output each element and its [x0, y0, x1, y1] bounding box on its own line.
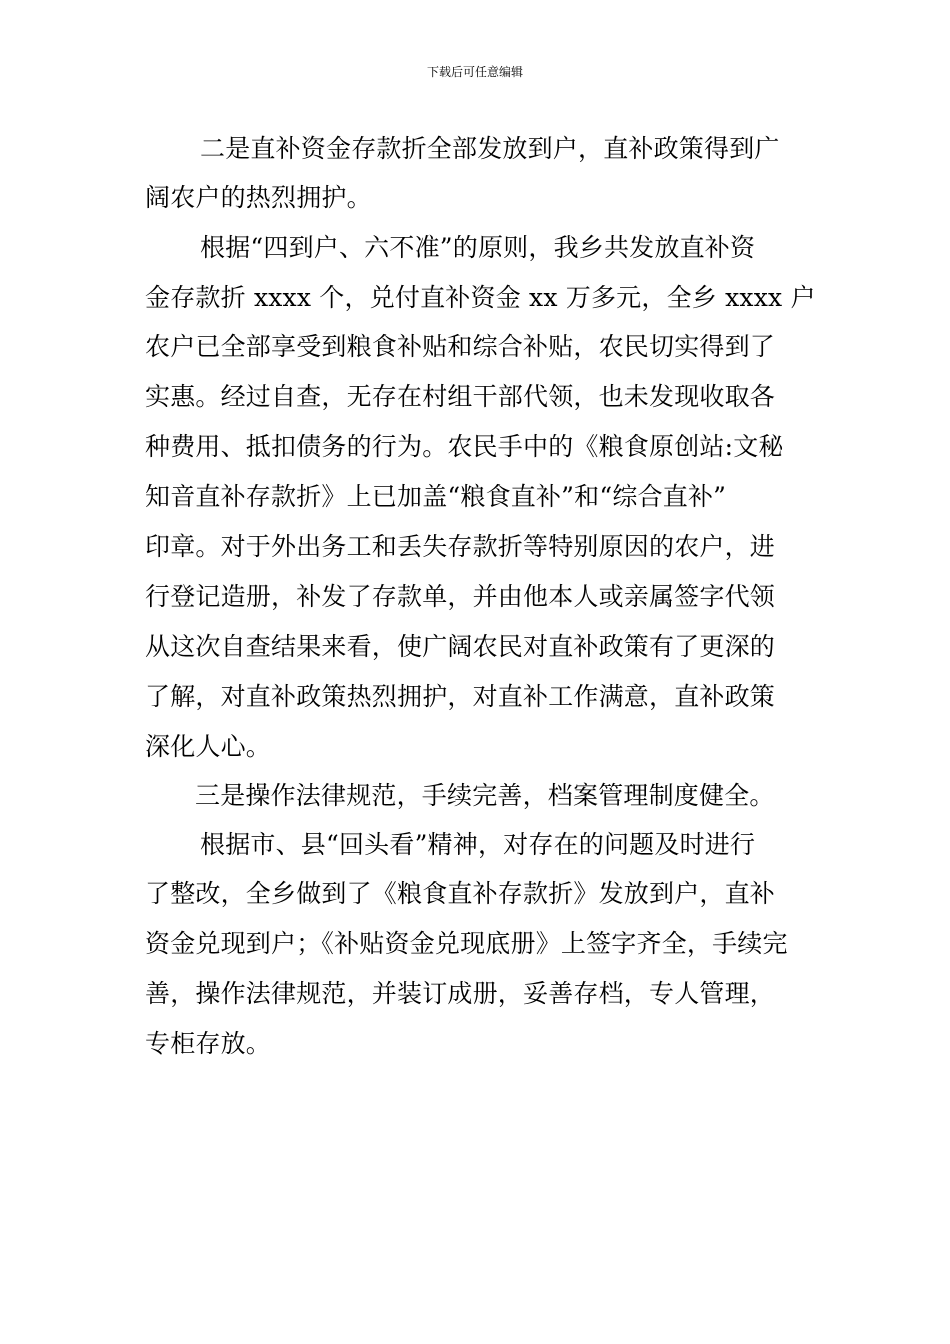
- text-line: 了整改，全乡做到了《粮食直补存款折》发放到户，直补: [145, 879, 776, 908]
- text-line: 专柜存放。: [145, 1029, 272, 1058]
- text-line: 金存款折 xxxx 个，兑付直补资金 xx 万多元，全乡 xxxx 户: [145, 283, 816, 312]
- text-line: 行登记造册，补发了存款单，并由他本人或亲属签字代领: [145, 582, 776, 611]
- text-line: 资金兑现到户；《补贴资金兑现底册》上签字齐全，手续完: [145, 929, 788, 958]
- text-line: 农户已全部享受到粮食补贴和综合补贴，农民切实得到了: [145, 332, 776, 361]
- text-line: 深化人心。: [145, 732, 272, 761]
- text-line: 种费用、抵扣债务的行为。农民手中的《粮食原创站:文秘: [145, 432, 784, 461]
- text-line: 印章。对于外出务工和丢失存款折等特别原因的农户，进: [145, 532, 776, 561]
- text-line: 知音直补存款折》上已加盖“粮食直补”和“综合直补”: [145, 482, 727, 511]
- text-line: 从这次自查结果来看，使广阔农民对直补政策有了更深的: [145, 632, 776, 661]
- text-line: 三是操作法律规范，手续完善，档案管理制度健全。: [195, 781, 775, 810]
- text-line: 阔农户的热烈拥护。: [145, 183, 372, 212]
- text-line: 实惠。经过自查，无存在村组干部代领，也未发现收取各: [145, 382, 776, 411]
- text-line: 善，操作法律规范，并装订成册，妥善存档，专人管理，: [145, 979, 776, 1008]
- text-line: 二是直补资金存款折全部发放到户，直补政策得到广: [200, 134, 780, 163]
- page-header: 下载后可任意编辑: [426, 65, 523, 79]
- text-line: 根据“四到户、六不准”的原则，我乡共发放直补资: [200, 233, 756, 262]
- text-line: 了解，对直补政策热烈拥护，对直补工作满意，直补政策: [145, 682, 776, 711]
- text-line: 根据市、县“回头看”精神，对存在的问题及时进行: [200, 830, 756, 859]
